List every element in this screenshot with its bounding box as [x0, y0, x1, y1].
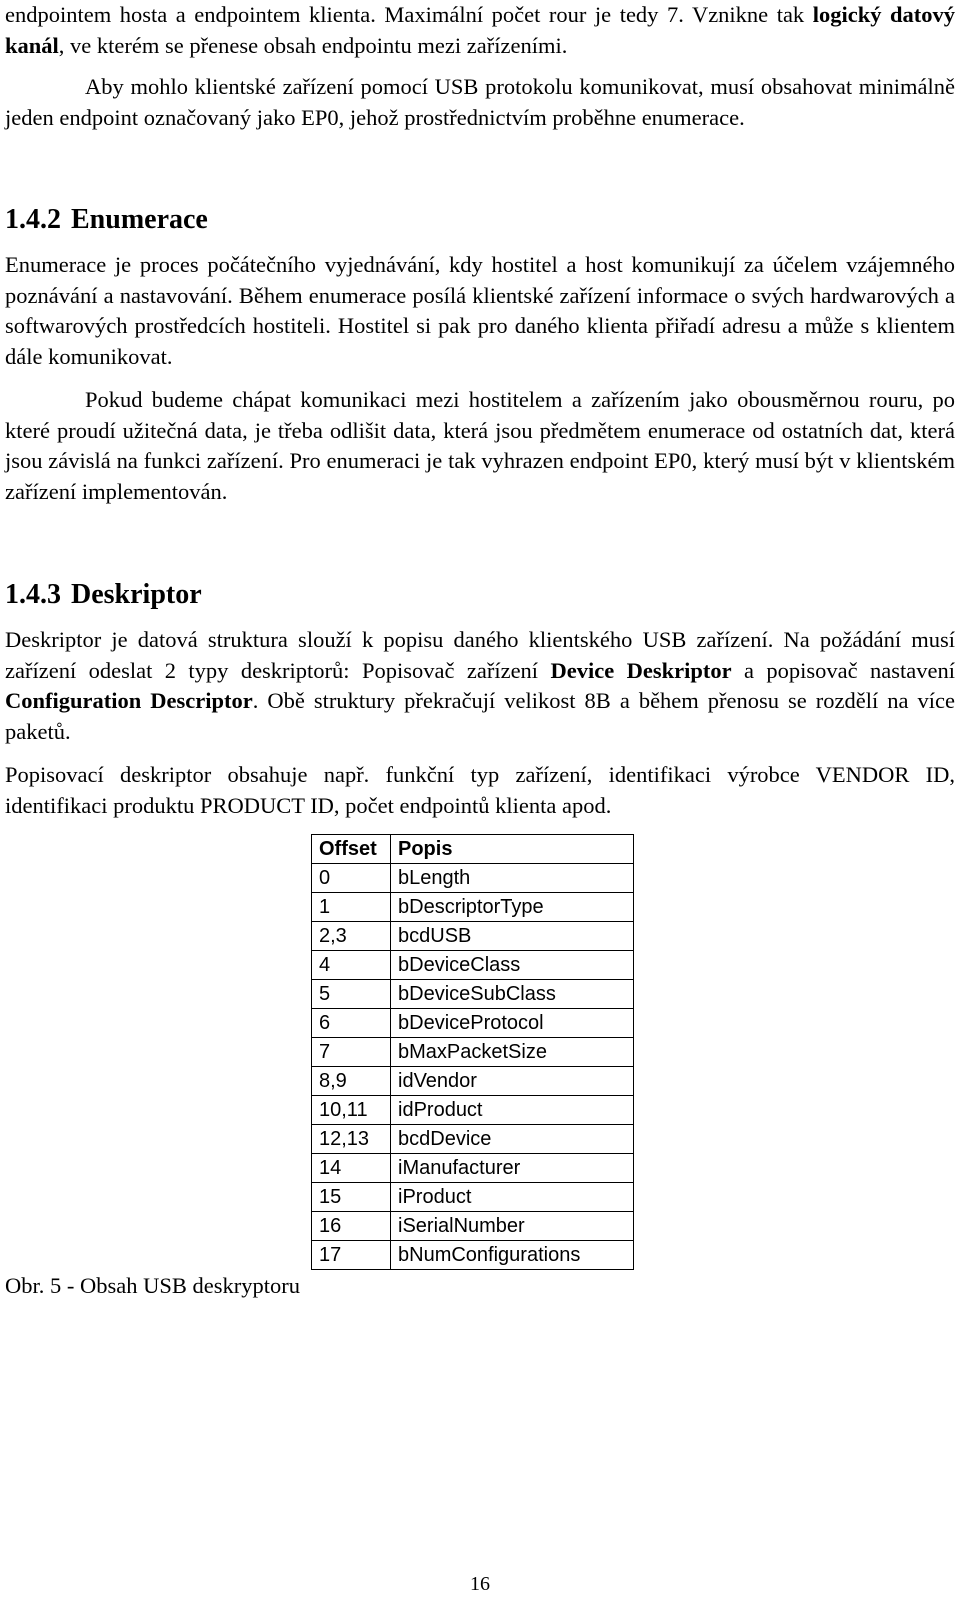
table-row	[312, 980, 634, 1009]
paragraph-deskriptor-text-2: a popisovač nastavení	[731, 657, 955, 683]
paragraph-deskriptor-text-3: . Obě struktury překračují velikost 8B a během přenosu se rozdělí na více paketů.	[5, 688, 955, 744]
cell-offset: 14	[312, 1154, 391, 1183]
section-title: Enumerace	[71, 204, 208, 235]
table-row	[312, 951, 634, 980]
cell-popis: bcdUSB	[391, 922, 634, 951]
table-row	[312, 922, 634, 951]
cell-popis: bLength	[391, 864, 634, 893]
cell-offset: 6	[312, 1009, 391, 1038]
table-row	[312, 1038, 634, 1067]
cell-offset: 8,9	[312, 1067, 391, 1096]
table-row	[312, 1125, 634, 1154]
table-row	[312, 1009, 634, 1038]
paragraph-ep0: Aby mohlo klientské zařízení pomocí USB protokolu komunikovat, musí obsahovat minimálně jeden endpoint označovaný jako EP0, jehož prostřednictvím proběhne enumerace.	[5, 74, 955, 130]
table-row	[312, 1096, 634, 1125]
table-row	[312, 864, 634, 893]
cell-offset: 0	[312, 864, 391, 893]
table-header-row	[312, 835, 634, 864]
cell-offset: 7	[312, 1038, 391, 1067]
section-number: 1.4.2	[5, 204, 61, 235]
cell-popis: idVendor	[391, 1067, 634, 1096]
figure-caption: Obr. 5 - Obsah USB deskryptoru	[5, 1273, 300, 1298]
cell-offset: 5	[312, 980, 391, 1009]
cell-offset: 1	[312, 893, 391, 922]
cell-popis: bMaxPacketSize	[391, 1038, 634, 1067]
cell-popis: bcdDevice	[391, 1125, 634, 1154]
paragraph-intro-text-2: , ve kterém se přenese obsah endpointu mezi zařízeními.	[58, 32, 568, 58]
cell-offset: 12,13	[312, 1125, 391, 1154]
cell-popis: bDeviceSubClass	[391, 980, 634, 1009]
header-offset: Offset	[312, 835, 391, 864]
cell-popis: iSerialNumber	[391, 1212, 634, 1241]
cell-offset: 10,11	[312, 1096, 391, 1125]
paragraph-enumerace-2: Pokud budeme chápat komunikaci mezi hostitelem a zařízením jako obousměrnou rouru, po které proudí užitečná data, je třeba odlišit data, která jsou předmětem enumerace od ostatních dat, která jsou závislá na funkci zařízení. Pro enumeraci je tak vyhrazen endpoint EP0, který musí být v klientském zařízení implementován.	[5, 387, 955, 504]
cell-offset: 4	[312, 951, 391, 980]
paragraph-deskriptor-text-1: Deskriptor je datová struktura slouží k popisu daného klientského USB zařízení. Na požádání musí zařízení odeslat 2 typy deskriptorů: Popisovač zařízení	[5, 627, 955, 683]
usb-descriptor-table	[311, 834, 634, 1270]
cell-popis: iManufacturer	[391, 1154, 634, 1183]
page-number: 16	[470, 1573, 490, 1595]
table-row	[312, 1241, 634, 1270]
table-row	[312, 1212, 634, 1241]
cell-offset: 16	[312, 1212, 391, 1241]
bold-configuration-descriptor: Configuration Descriptor	[5, 688, 253, 713]
section-title: Deskriptor	[71, 579, 202, 610]
cell-offset: 2,3	[312, 922, 391, 951]
bold-device-deskriptor: Device Deskriptor	[550, 657, 732, 683]
section-heading-enumerace	[5, 204, 208, 236]
cell-offset: 17	[312, 1241, 391, 1270]
table-row	[312, 1154, 634, 1183]
paragraph-intro-text-1: endpointem hosta a endpointem klienta. Maximální počet rour je tedy 7. Vznikne tak	[5, 2, 813, 27]
table-body	[312, 864, 634, 1270]
paragraph-enumerace-1: Enumerace je proces počátečního vyjednávání, kdy hostitel a host komunikují za účelem vzájemného poznávání a nastavování. Během enumerace posílá klientské zařízení informace o svých hardwarových a softwarových prostředcích hostiteli. Hostitel si pak pro daného klienta přiřadí adresu a může s klientem dále komunikovat.	[5, 252, 955, 369]
cell-offset: 15	[312, 1183, 391, 1212]
cell-popis: bDeviceClass	[391, 951, 634, 980]
cell-popis: iProduct	[391, 1183, 634, 1212]
table-row	[312, 893, 634, 922]
header-popis: Popis	[391, 835, 634, 864]
section-number: 1.4.3	[5, 579, 61, 610]
paragraph-deskriptor-2: Popisovací deskriptor obsahuje např. funkční typ zařízení, identifikaci výrobce VENDOR ID, identifikaci produktu PRODUCT ID, počet endpointů klienta apod.	[5, 762, 955, 818]
paragraph-deskriptor-1	[5, 625, 955, 747]
cell-popis: idProduct	[391, 1096, 634, 1125]
cell-popis: bDeviceProtocol	[391, 1009, 634, 1038]
cell-popis: bDescriptorType	[391, 893, 634, 922]
paragraph-intro-bold: logický datový kanál	[5, 2, 956, 58]
table-row	[312, 1183, 634, 1212]
section-heading-deskriptor	[5, 579, 202, 611]
cell-popis: bNumConfigurations	[391, 1241, 634, 1270]
table-row	[312, 1067, 634, 1096]
paragraph-intro	[5, 0, 955, 61]
